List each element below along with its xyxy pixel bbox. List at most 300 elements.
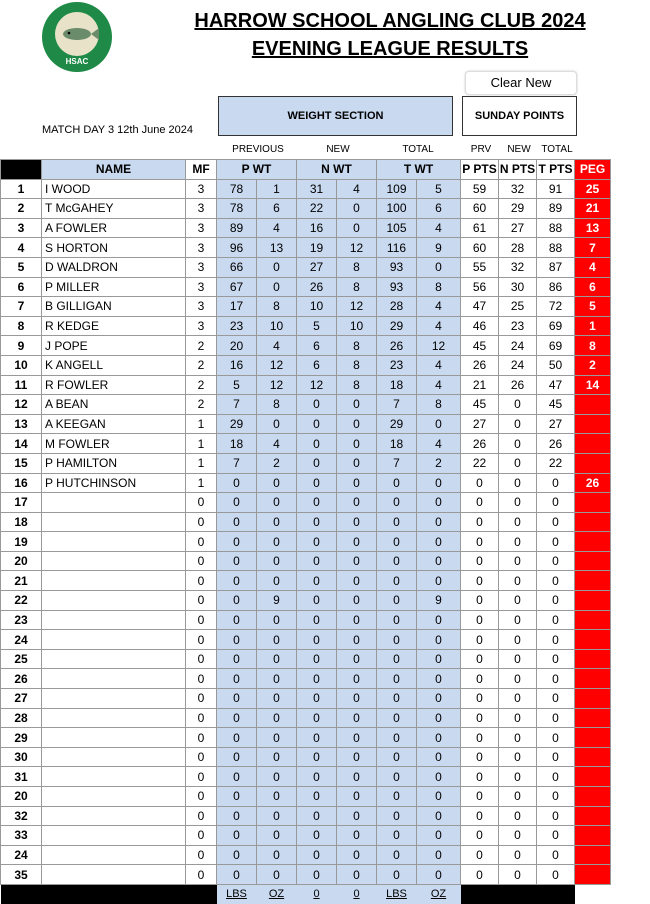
table-row — [1, 806, 611, 826]
player-name[interactable]: A KEEGAN — [42, 414, 186, 434]
player-name[interactable] — [42, 532, 186, 552]
peg-number — [575, 610, 611, 630]
total-oz: 0 — [417, 708, 461, 728]
row-index: 22 — [1, 591, 42, 611]
total-oz: 0 — [417, 845, 461, 865]
player-name[interactable]: P HAMILTON — [42, 453, 186, 473]
prev-points: 0 — [461, 865, 499, 885]
prev-lbs: 66 — [217, 257, 257, 277]
player-name[interactable] — [42, 845, 186, 865]
row-index: 7 — [1, 297, 42, 317]
total-lbs: 109 — [377, 179, 417, 199]
row-index: 13 — [1, 414, 42, 434]
player-name[interactable] — [42, 551, 186, 571]
player-name[interactable]: A FOWLER — [42, 218, 186, 238]
prev-oz: 0 — [257, 708, 297, 728]
footer-blank — [575, 884, 611, 903]
player-name[interactable] — [42, 787, 186, 807]
new-points: 0 — [499, 787, 537, 807]
new-lbs: 0 — [297, 767, 337, 787]
total-oz: 0 — [417, 493, 461, 513]
peg-number — [575, 414, 611, 434]
total-points: 0 — [537, 767, 575, 787]
total-lbs: 0 — [377, 747, 417, 767]
new-lbs: 0 — [297, 473, 337, 493]
total-oz: 0 — [417, 806, 461, 826]
new-points: 0 — [499, 845, 537, 865]
new-pts-subheader: NEW — [507, 144, 531, 155]
peg-number — [575, 845, 611, 865]
table-row — [1, 434, 611, 454]
prev-oz: 0 — [257, 747, 297, 767]
header-name: NAME — [42, 160, 186, 180]
footer-blank — [186, 884, 217, 903]
previous-subheader: PREVIOUS — [232, 144, 284, 155]
new-lbs: 0 — [297, 865, 337, 885]
prev-lbs: 0 — [217, 787, 257, 807]
player-name[interactable] — [42, 747, 186, 767]
player-name[interactable] — [42, 610, 186, 630]
new-oz: 0 — [337, 845, 377, 865]
player-name[interactable] — [42, 826, 186, 846]
prev-lbs: 0 — [217, 826, 257, 846]
matches-fished: 0 — [186, 689, 217, 709]
row-index: 27 — [1, 689, 42, 709]
prev-lbs: 20 — [217, 336, 257, 356]
total-lbs: 0 — [377, 630, 417, 650]
table-row — [1, 630, 611, 650]
footer-new-lbs: 0 — [297, 884, 337, 903]
matches-fished: 0 — [186, 826, 217, 846]
total-lbs: 0 — [377, 767, 417, 787]
matches-fished: 0 — [186, 532, 217, 552]
prev-points: 0 — [461, 571, 499, 591]
total-oz: 0 — [417, 826, 461, 846]
player-name[interactable]: R KEDGE — [42, 316, 186, 336]
total-points: 0 — [537, 571, 575, 591]
table-row — [1, 669, 611, 689]
player-name[interactable] — [42, 806, 186, 826]
total-points: 45 — [537, 395, 575, 415]
footer-prev-lbs: LBS — [217, 884, 257, 903]
row-index: 26 — [1, 669, 42, 689]
player-name[interactable]: S HORTON — [42, 238, 186, 258]
header-ppts: P PTS — [461, 160, 499, 180]
total-oz: 4 — [417, 434, 461, 454]
total-lbs: 0 — [377, 865, 417, 885]
prev-oz: 0 — [257, 669, 297, 689]
new-oz: 0 — [337, 630, 377, 650]
peg-number: 2 — [575, 355, 611, 375]
player-name[interactable]: D WALDRON — [42, 257, 186, 277]
total-oz: 0 — [417, 747, 461, 767]
prev-points: 0 — [461, 689, 499, 709]
new-oz: 0 — [337, 473, 377, 493]
player-name[interactable] — [42, 708, 186, 728]
new-lbs: 0 — [297, 806, 337, 826]
new-oz: 0 — [337, 649, 377, 669]
prev-points: 59 — [461, 179, 499, 199]
peg-number: 1 — [575, 316, 611, 336]
new-oz: 8 — [337, 277, 377, 297]
matches-fished: 0 — [186, 865, 217, 885]
header-peg: PEG — [575, 160, 611, 180]
prev-points: 0 — [461, 728, 499, 748]
row-index: 12 — [1, 395, 42, 415]
new-oz: 0 — [337, 434, 377, 454]
total-lbs: 93 — [377, 257, 417, 277]
matches-fished: 0 — [186, 708, 217, 728]
total-points: 0 — [537, 826, 575, 846]
total-oz: 0 — [417, 473, 461, 493]
sunday-points-header: SUNDAY POINTS — [462, 96, 577, 136]
player-name[interactable]: A BEAN — [42, 395, 186, 415]
player-name[interactable] — [42, 649, 186, 669]
total-subheader: TOTAL — [402, 144, 434, 155]
total-oz: 0 — [417, 571, 461, 591]
matches-fished: 3 — [186, 199, 217, 219]
new-lbs: 6 — [297, 355, 337, 375]
prev-oz: 0 — [257, 787, 297, 807]
prev-points: 46 — [461, 316, 499, 336]
prev-oz: 0 — [257, 767, 297, 787]
table-row — [1, 610, 611, 630]
row-index: 20 — [1, 551, 42, 571]
new-lbs: 19 — [297, 238, 337, 258]
total-lbs: 23 — [377, 355, 417, 375]
row-index: 20 — [1, 787, 42, 807]
matches-fished: 0 — [186, 747, 217, 767]
matches-fished: 3 — [186, 316, 217, 336]
prev-lbs: 0 — [217, 493, 257, 513]
total-points: 0 — [537, 493, 575, 513]
new-points: 0 — [499, 806, 537, 826]
header-twt: T WT — [377, 160, 461, 180]
table-row — [1, 375, 611, 395]
new-lbs: 0 — [297, 689, 337, 709]
new-points: 0 — [499, 630, 537, 650]
results-body — [1, 179, 611, 884]
new-lbs: 0 — [297, 395, 337, 415]
new-points: 0 — [499, 728, 537, 748]
new-lbs: 0 — [297, 826, 337, 846]
prev-points: 0 — [461, 708, 499, 728]
prev-oz: 0 — [257, 689, 297, 709]
prev-points: 45 — [461, 395, 499, 415]
total-points: 0 — [537, 689, 575, 709]
total-oz: 4 — [417, 316, 461, 336]
matches-fished: 0 — [186, 787, 217, 807]
player-name[interactable] — [42, 493, 186, 513]
new-points: 30 — [499, 277, 537, 297]
prev-lbs: 29 — [217, 414, 257, 434]
prev-oz: 4 — [257, 336, 297, 356]
prev-oz: 0 — [257, 512, 297, 532]
total-oz: 0 — [417, 728, 461, 748]
player-name[interactable]: B GILLIGAN — [42, 297, 186, 317]
player-name[interactable] — [42, 591, 186, 611]
prev-points: 0 — [461, 787, 499, 807]
row-index: 25 — [1, 649, 42, 669]
prev-points: 0 — [461, 649, 499, 669]
prev-oz: 13 — [257, 238, 297, 258]
matches-fished: 3 — [186, 297, 217, 317]
prev-points: 56 — [461, 277, 499, 297]
new-oz: 0 — [337, 493, 377, 513]
table-row — [1, 336, 611, 356]
total-points: 88 — [537, 218, 575, 238]
total-points: 0 — [537, 473, 575, 493]
prev-oz: 12 — [257, 355, 297, 375]
prev-points: 0 — [461, 826, 499, 846]
prev-oz: 0 — [257, 532, 297, 552]
prev-lbs: 0 — [217, 649, 257, 669]
total-points: 47 — [537, 375, 575, 395]
prev-oz: 10 — [257, 316, 297, 336]
new-oz: 10 — [337, 316, 377, 336]
prev-lbs: 0 — [217, 551, 257, 571]
row-index: 21 — [1, 571, 42, 591]
total-oz: 9 — [417, 238, 461, 258]
footer-prev-oz: OZ — [257, 884, 297, 903]
prev-points: 0 — [461, 551, 499, 571]
new-oz: 0 — [337, 571, 377, 591]
prev-oz: 0 — [257, 728, 297, 748]
total-lbs: 0 — [377, 610, 417, 630]
prev-points: 0 — [461, 610, 499, 630]
header-pwt: P WT — [217, 160, 297, 180]
new-oz: 0 — [337, 199, 377, 219]
total-oz: 0 — [417, 512, 461, 532]
new-oz: 0 — [337, 669, 377, 689]
total-points: 0 — [537, 649, 575, 669]
player-name[interactable] — [42, 571, 186, 591]
clear-new-button[interactable]: Clear New — [465, 71, 577, 95]
new-oz: 0 — [337, 787, 377, 807]
new-oz: 0 — [337, 532, 377, 552]
total-points: 0 — [537, 532, 575, 552]
row-index: 29 — [1, 728, 42, 748]
header-index — [1, 160, 42, 180]
table-row — [1, 591, 611, 611]
total-oz: 4 — [417, 355, 461, 375]
new-oz: 0 — [337, 689, 377, 709]
player-name[interactable] — [42, 865, 186, 885]
prev-lbs: 16 — [217, 355, 257, 375]
prev-lbs: 0 — [217, 630, 257, 650]
prev-lbs: 0 — [217, 473, 257, 493]
footer-blank — [499, 884, 537, 903]
table-row — [1, 571, 611, 591]
prev-oz: 0 — [257, 630, 297, 650]
new-points: 27 — [499, 218, 537, 238]
total-oz: 0 — [417, 669, 461, 689]
table-row — [1, 649, 611, 669]
new-points: 0 — [499, 708, 537, 728]
matches-fished: 3 — [186, 218, 217, 238]
total-lbs: 105 — [377, 218, 417, 238]
peg-number — [575, 453, 611, 473]
matches-fished: 3 — [186, 238, 217, 258]
new-lbs: 0 — [297, 787, 337, 807]
matches-fished: 3 — [186, 179, 217, 199]
total-points: 0 — [537, 845, 575, 865]
new-points: 0 — [499, 395, 537, 415]
total-lbs: 0 — [377, 591, 417, 611]
player-name[interactable] — [42, 689, 186, 709]
table-row — [1, 532, 611, 552]
prev-lbs: 17 — [217, 297, 257, 317]
prev-points: 60 — [461, 199, 499, 219]
row-index: 19 — [1, 532, 42, 552]
peg-number: 4 — [575, 257, 611, 277]
prev-oz: 0 — [257, 806, 297, 826]
player-name[interactable]: P HUTCHINSON — [42, 473, 186, 493]
prev-lbs: 0 — [217, 865, 257, 885]
matches-fished: 0 — [186, 806, 217, 826]
new-oz: 0 — [337, 551, 377, 571]
prev-oz: 0 — [257, 277, 297, 297]
prev-oz: 0 — [257, 865, 297, 885]
new-lbs: 16 — [297, 218, 337, 238]
matches-fished: 0 — [186, 630, 217, 650]
footer-blank — [42, 884, 186, 903]
row-index: 16 — [1, 473, 42, 493]
matches-fished: 3 — [186, 277, 217, 297]
fish-logo-icon — [42, 2, 112, 72]
new-oz: 0 — [337, 747, 377, 767]
new-lbs: 6 — [297, 336, 337, 356]
total-lbs: 0 — [377, 473, 417, 493]
prev-lbs: 5 — [217, 375, 257, 395]
new-lbs: 0 — [297, 532, 337, 552]
total-points: 26 — [537, 434, 575, 454]
total-lbs: 0 — [377, 708, 417, 728]
player-name[interactable] — [42, 728, 186, 748]
peg-number — [575, 630, 611, 650]
table-row — [1, 747, 611, 767]
prev-points: 22 — [461, 453, 499, 473]
total-lbs: 7 — [377, 453, 417, 473]
player-name[interactable]: P MILLER — [42, 277, 186, 297]
total-lbs: 18 — [377, 375, 417, 395]
total-lbs: 0 — [377, 826, 417, 846]
prev-lbs: 0 — [217, 571, 257, 591]
peg-number — [575, 728, 611, 748]
prev-oz: 0 — [257, 649, 297, 669]
new-points: 0 — [499, 767, 537, 787]
player-name[interactable]: J POPE — [42, 336, 186, 356]
total-points: 0 — [537, 806, 575, 826]
prev-points: 26 — [461, 434, 499, 454]
prev-oz: 6 — [257, 199, 297, 219]
match-day-label: MATCH DAY 3 12th June 2024 — [42, 124, 194, 136]
peg-number: 21 — [575, 199, 611, 219]
total-lbs: 93 — [377, 277, 417, 297]
player-name[interactable] — [42, 767, 186, 787]
prev-oz: 4 — [257, 434, 297, 454]
prev-lbs: 67 — [217, 277, 257, 297]
player-name[interactable]: K ANGELL — [42, 355, 186, 375]
prev-lbs: 18 — [217, 434, 257, 454]
player-name[interactable] — [42, 669, 186, 689]
total-oz: 4 — [417, 375, 461, 395]
page-subtitle: EVENING LEAGUE RESULTS — [251, 38, 529, 60]
prev-points: 26 — [461, 355, 499, 375]
prev-lbs: 0 — [217, 689, 257, 709]
new-oz: 8 — [337, 355, 377, 375]
player-name[interactable] — [42, 512, 186, 532]
matches-fished: 1 — [186, 414, 217, 434]
prev-oz: 0 — [257, 571, 297, 591]
new-points: 0 — [499, 532, 537, 552]
player-name[interactable]: I WOOD — [42, 179, 186, 199]
header-tpts: T PTS — [537, 160, 575, 180]
matches-fished: 0 — [186, 571, 217, 591]
total-lbs: 116 — [377, 238, 417, 258]
total-lbs: 29 — [377, 414, 417, 434]
prev-lbs: 0 — [217, 728, 257, 748]
matches-fished: 0 — [186, 649, 217, 669]
prev-points: 0 — [461, 806, 499, 826]
total-lbs: 26 — [377, 336, 417, 356]
new-points: 26 — [499, 375, 537, 395]
new-lbs: 0 — [297, 453, 337, 473]
total-points: 0 — [537, 708, 575, 728]
player-name[interactable]: R FOWLER — [42, 375, 186, 395]
total-points: 87 — [537, 257, 575, 277]
row-index: 9 — [1, 336, 42, 356]
total-points: 0 — [537, 747, 575, 767]
total-oz: 6 — [417, 199, 461, 219]
matches-fished: 0 — [186, 845, 217, 865]
footer-blank — [461, 884, 499, 903]
table-row — [1, 708, 611, 728]
new-points: 28 — [499, 238, 537, 258]
new-points: 0 — [499, 591, 537, 611]
new-lbs: 0 — [297, 434, 337, 454]
table-row — [1, 257, 611, 277]
peg-number: 7 — [575, 238, 611, 258]
peg-number — [575, 649, 611, 669]
total-lbs: 0 — [377, 787, 417, 807]
prev-points: 0 — [461, 591, 499, 611]
new-points: 0 — [499, 865, 537, 885]
new-oz: 8 — [337, 375, 377, 395]
total-points: 0 — [537, 728, 575, 748]
new-points: 0 — [499, 434, 537, 454]
matches-fished: 2 — [186, 375, 217, 395]
player-name[interactable] — [42, 630, 186, 650]
prev-lbs: 78 — [217, 179, 257, 199]
prev-oz: 9 — [257, 591, 297, 611]
total-points: 50 — [537, 355, 575, 375]
prev-oz: 8 — [257, 297, 297, 317]
peg-number: 8 — [575, 336, 611, 356]
new-points: 0 — [499, 610, 537, 630]
prev-oz: 0 — [257, 551, 297, 571]
matches-fished: 1 — [186, 434, 217, 454]
prev-oz: 0 — [257, 826, 297, 846]
prev-lbs: 0 — [217, 591, 257, 611]
total-points: 0 — [537, 630, 575, 650]
total-points: 22 — [537, 453, 575, 473]
table-row — [1, 414, 611, 434]
total-lbs: 0 — [377, 551, 417, 571]
prev-lbs: 96 — [217, 238, 257, 258]
player-name[interactable]: M FOWLER — [42, 434, 186, 454]
player-name[interactable]: T McGAHEY — [42, 199, 186, 219]
